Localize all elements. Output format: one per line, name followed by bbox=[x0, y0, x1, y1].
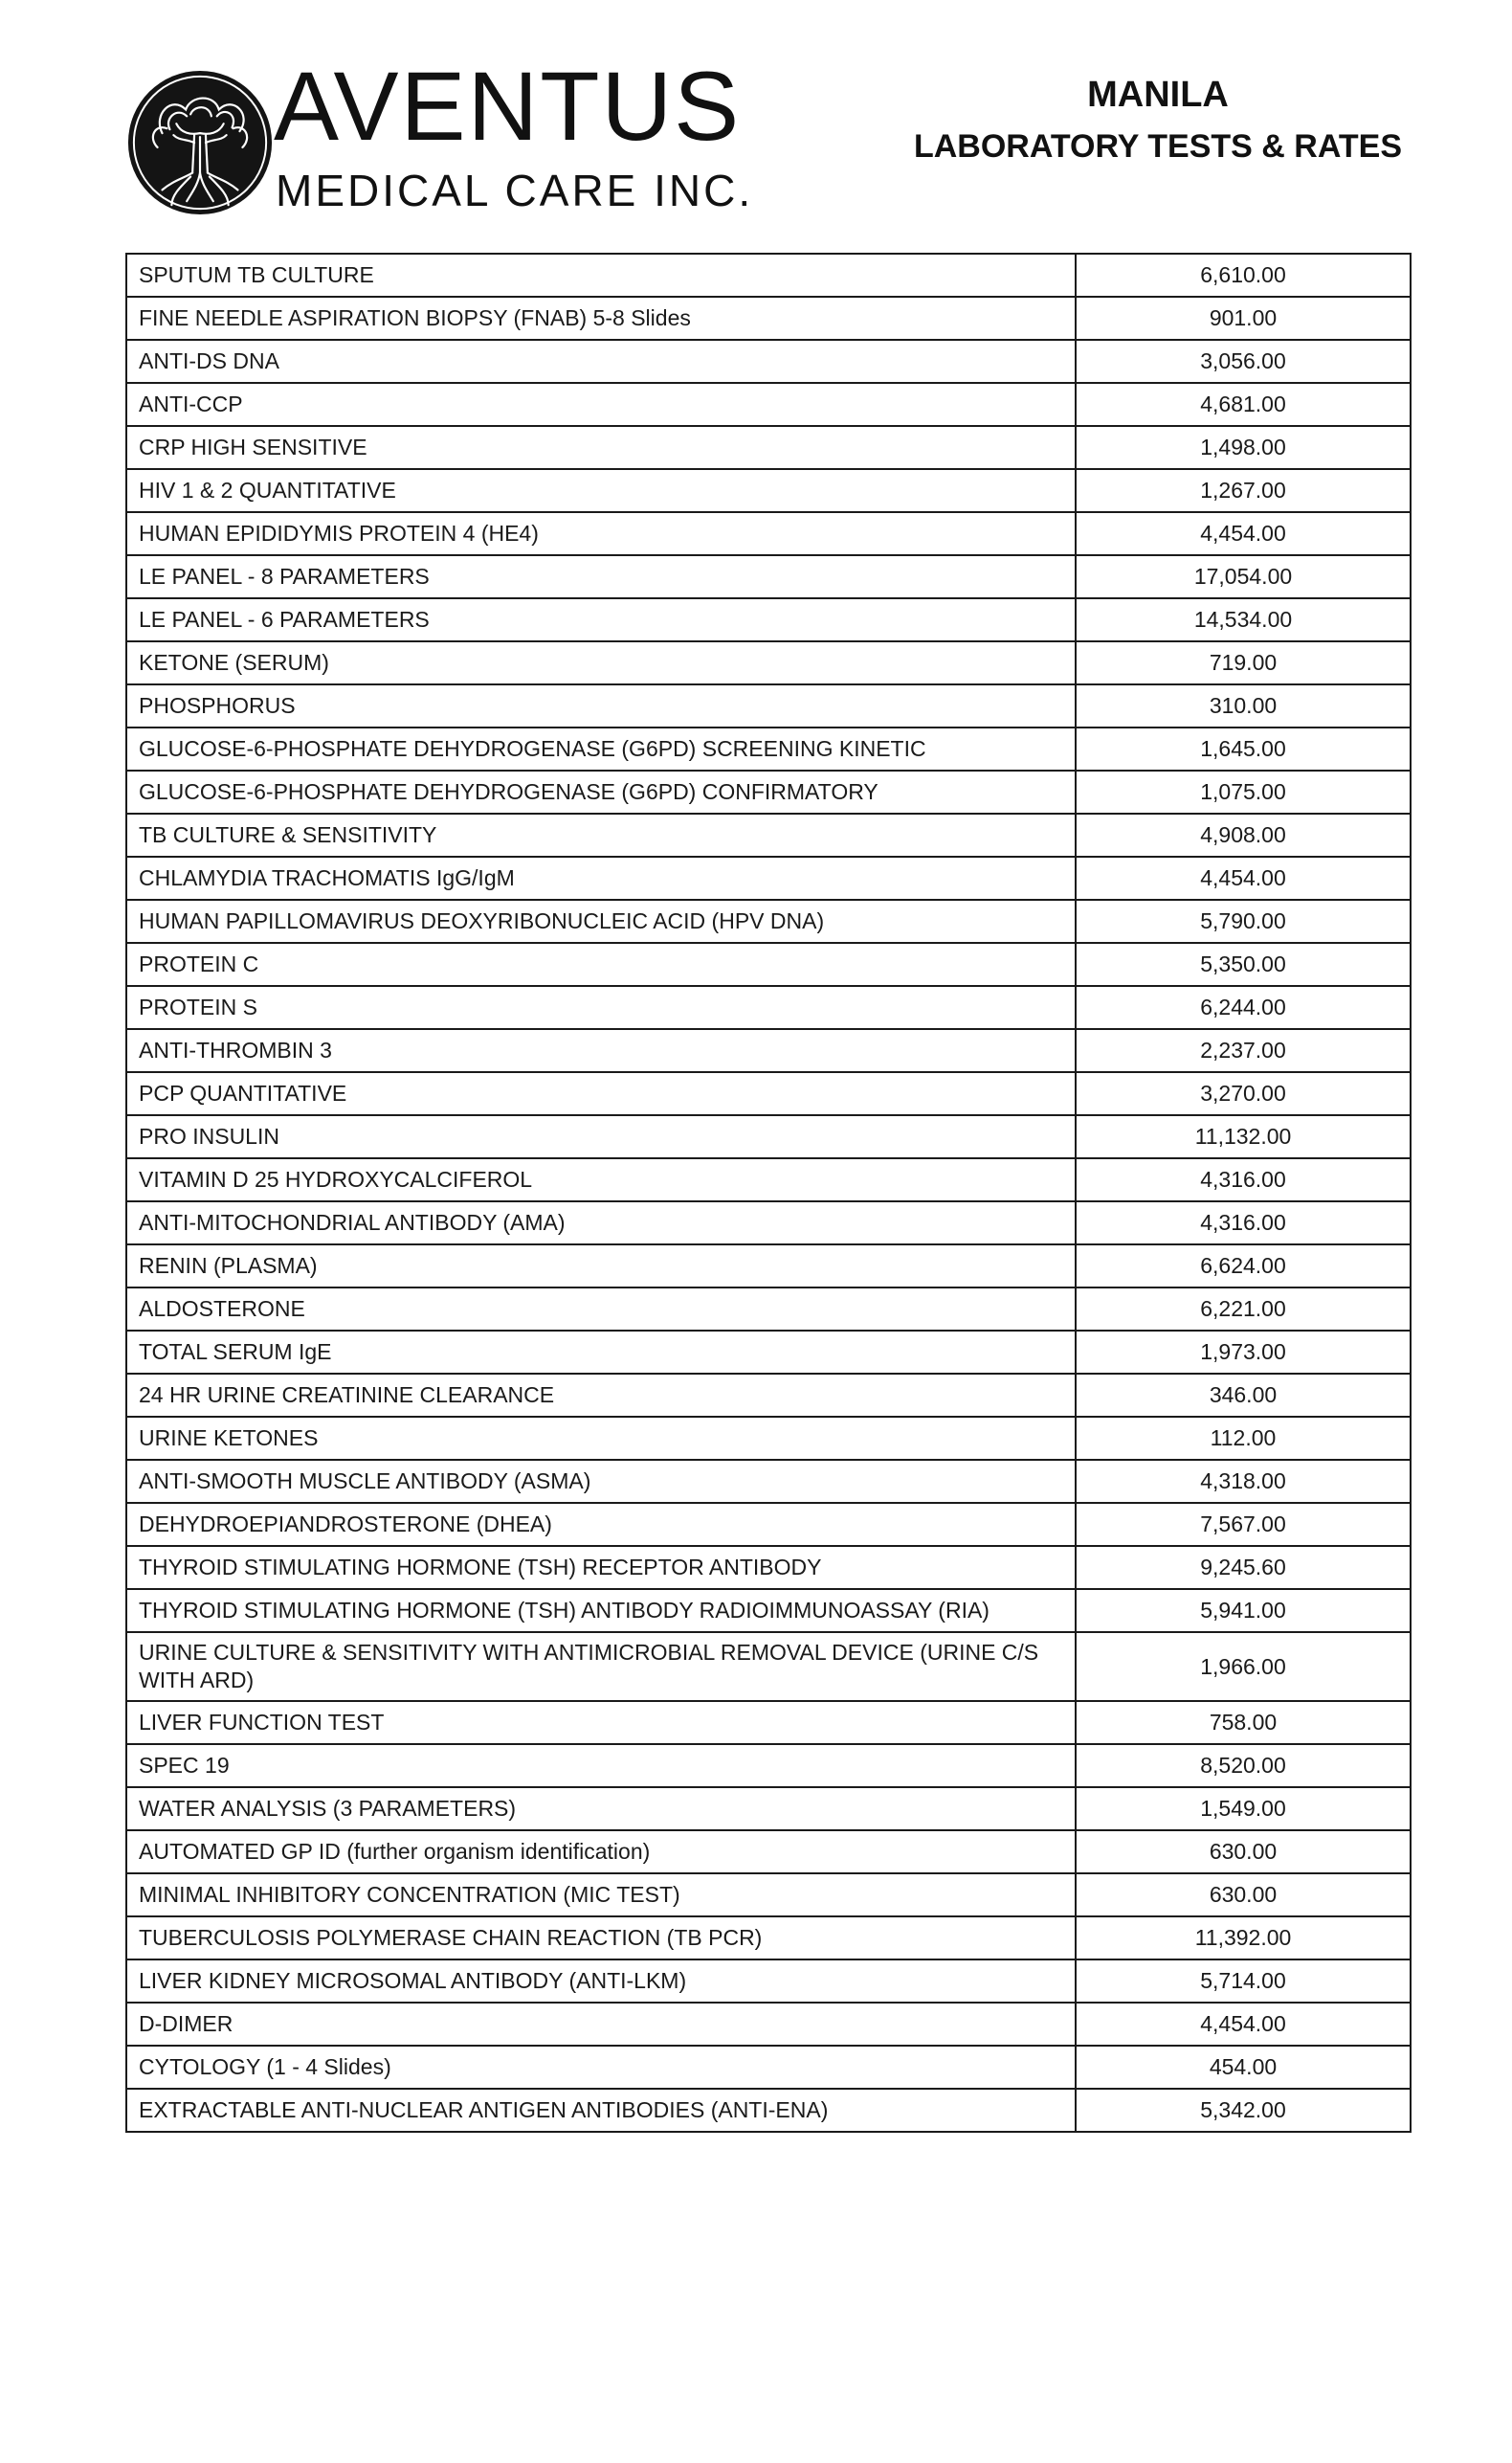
test-price-cell: 11,392.00 bbox=[1076, 1916, 1411, 1959]
table-row bbox=[126, 1460, 1411, 1503]
test-price-cell: 4,681.00 bbox=[1076, 383, 1411, 426]
table-row bbox=[126, 512, 1411, 555]
table-row bbox=[126, 1701, 1411, 1744]
test-price-cell: 4,316.00 bbox=[1076, 1201, 1411, 1244]
table-row bbox=[126, 1589, 1411, 1632]
table-row bbox=[126, 684, 1411, 728]
test-price-cell: 4,316.00 bbox=[1076, 1158, 1411, 1201]
page-title: LABORATORY TESTS & RATES bbox=[913, 128, 1403, 165]
test-price-cell: 1,973.00 bbox=[1076, 1331, 1411, 1374]
table-row bbox=[126, 814, 1411, 857]
test-price-cell: 7,567.00 bbox=[1076, 1503, 1411, 1546]
table-row bbox=[126, 1417, 1411, 1460]
test-name-cell: THYROID STIMULATING HORMONE (TSH) RECEPTOR ANTIBODY bbox=[126, 1546, 1076, 1589]
table-row bbox=[126, 728, 1411, 771]
table-row bbox=[126, 1374, 1411, 1417]
test-price-cell: 1,645.00 bbox=[1076, 728, 1411, 771]
brand-tagline: MEDICAL CARE INC. bbox=[276, 166, 754, 215]
table-row bbox=[126, 1201, 1411, 1244]
test-name-cell: GLUCOSE-6-PHOSPHATE DEHYDROGENASE (G6PD) CONFIRMATORY bbox=[126, 771, 1076, 814]
test-name-cell: KETONE (SERUM) bbox=[126, 641, 1076, 684]
test-name-cell: D-DIMER bbox=[126, 2003, 1076, 2046]
table-row bbox=[126, 1331, 1411, 1374]
test-price-cell: 758.00 bbox=[1076, 1701, 1411, 1744]
test-price-cell: 719.00 bbox=[1076, 641, 1411, 684]
test-name-cell: TOTAL SERUM IgE bbox=[126, 1331, 1076, 1374]
table-row bbox=[126, 986, 1411, 1029]
table-row bbox=[126, 2003, 1411, 2046]
test-name-cell: TB CULTURE & SENSITIVITY bbox=[126, 814, 1076, 857]
test-name-cell: PCP QUANTITATIVE bbox=[126, 1072, 1076, 1115]
test-price-cell: 6,624.00 bbox=[1076, 1244, 1411, 1287]
test-price-cell: 5,941.00 bbox=[1076, 1589, 1411, 1632]
table-row bbox=[126, 1072, 1411, 1115]
test-name-cell: CRP HIGH SENSITIVE bbox=[126, 426, 1076, 469]
test-price-cell: 11,132.00 bbox=[1076, 1115, 1411, 1158]
test-name-cell: PROTEIN S bbox=[126, 986, 1076, 1029]
test-price-cell: 630.00 bbox=[1076, 1830, 1411, 1873]
test-price-cell: 4,454.00 bbox=[1076, 2003, 1411, 2046]
test-price-cell: 4,318.00 bbox=[1076, 1460, 1411, 1503]
test-name-cell: CYTOLOGY (1 - 4 Slides) bbox=[126, 2046, 1076, 2089]
test-name-cell: 24 HR URINE CREATININE CLEARANCE bbox=[126, 1374, 1076, 1417]
table-row bbox=[126, 1744, 1411, 1787]
test-name-cell: VITAMIN D 25 HYDROXYCALCIFEROL bbox=[126, 1158, 1076, 1201]
test-name-cell: HUMAN EPIDIDYMIS PROTEIN 4 (HE4) bbox=[126, 512, 1076, 555]
test-name-cell: URINE KETONES bbox=[126, 1417, 1076, 1460]
table-row bbox=[126, 1287, 1411, 1331]
test-price-cell: 5,350.00 bbox=[1076, 943, 1411, 986]
test-price-cell: 6,221.00 bbox=[1076, 1287, 1411, 1331]
test-price-cell: 14,534.00 bbox=[1076, 598, 1411, 641]
test-name-cell: AUTOMATED GP ID (further organism identification) bbox=[126, 1830, 1076, 1873]
test-name-cell: LE PANEL - 8 PARAMETERS bbox=[126, 555, 1076, 598]
test-name-cell: FINE NEEDLE ASPIRATION BIOPSY (FNAB) 5-8 Slides bbox=[126, 297, 1076, 340]
table-row bbox=[126, 426, 1411, 469]
test-price-cell: 9,245.60 bbox=[1076, 1546, 1411, 1589]
test-price-cell: 2,237.00 bbox=[1076, 1029, 1411, 1072]
test-price-cell: 630.00 bbox=[1076, 1873, 1411, 1916]
test-price-cell: 310.00 bbox=[1076, 684, 1411, 728]
test-name-cell: EXTRACTABLE ANTI-NUCLEAR ANTIGEN ANTIBODIES (ANTI-ENA) bbox=[126, 2089, 1076, 2132]
test-name-cell: URINE CULTURE & SENSITIVITY WITH ANTIMICROBIAL REMOVAL DEVICE (URINE C/S WITH ARD) bbox=[126, 1632, 1076, 1701]
table-row bbox=[126, 943, 1411, 986]
table-row bbox=[126, 1787, 1411, 1830]
test-price-cell: 4,454.00 bbox=[1076, 512, 1411, 555]
test-name-cell: HIV 1 & 2 QUANTITATIVE bbox=[126, 469, 1076, 512]
test-price-cell: 4,908.00 bbox=[1076, 814, 1411, 857]
table-row bbox=[126, 1158, 1411, 1201]
test-price-cell: 5,342.00 bbox=[1076, 2089, 1411, 2132]
test-name-cell: THYROID STIMULATING HORMONE (TSH) ANTIBODY RADIOIMMUNOASSAY (RIA) bbox=[126, 1589, 1076, 1632]
rates-table-container bbox=[125, 253, 1412, 2133]
test-price-cell: 112.00 bbox=[1076, 1417, 1411, 1460]
test-name-cell: RENIN (PLASMA) bbox=[126, 1244, 1076, 1287]
table-row bbox=[126, 1546, 1411, 1589]
test-price-cell: 3,270.00 bbox=[1076, 1072, 1411, 1115]
test-price-cell: 17,054.00 bbox=[1076, 555, 1411, 598]
test-price-cell: 901.00 bbox=[1076, 297, 1411, 340]
table-row bbox=[126, 555, 1411, 598]
test-name-cell: LIVER KIDNEY MICROSOMAL ANTIBODY (ANTI-LKM) bbox=[126, 1959, 1076, 2003]
rates-table-body bbox=[126, 254, 1411, 2132]
test-price-cell: 1,267.00 bbox=[1076, 469, 1411, 512]
test-name-cell: LE PANEL - 6 PARAMETERS bbox=[126, 598, 1076, 641]
test-name-cell: PRO INSULIN bbox=[126, 1115, 1076, 1158]
test-name-cell: PROTEIN C bbox=[126, 943, 1076, 986]
test-price-cell: 8,520.00 bbox=[1076, 1744, 1411, 1787]
test-name-cell: WATER ANALYSIS (3 PARAMETERS) bbox=[126, 1787, 1076, 1830]
test-name-cell: ANTI-THROMBIN 3 bbox=[126, 1029, 1076, 1072]
table-row bbox=[126, 1029, 1411, 1072]
test-price-cell: 6,244.00 bbox=[1076, 986, 1411, 1029]
test-name-cell: TUBERCULOSIS POLYMERASE CHAIN REACTION (TB PCR) bbox=[126, 1916, 1076, 1959]
page-header bbox=[0, 0, 1512, 251]
test-name-cell: SPUTUM TB CULTURE bbox=[126, 254, 1076, 297]
test-name-cell: DEHYDROEPIANDROSTERONE (DHEA) bbox=[126, 1503, 1076, 1546]
table-row bbox=[126, 641, 1411, 684]
test-name-cell: CHLAMYDIA TRACHOMATIS IgG/IgM bbox=[126, 857, 1076, 900]
test-price-cell: 1,549.00 bbox=[1076, 1787, 1411, 1830]
table-row bbox=[126, 383, 1411, 426]
test-name-cell: HUMAN PAPILLOMAVIRUS DEOXYRIBONUCLEIC ACID (HPV DNA) bbox=[126, 900, 1076, 943]
table-row bbox=[126, 340, 1411, 383]
table-row bbox=[126, 900, 1411, 943]
table-row bbox=[126, 2046, 1411, 2089]
test-price-cell: 5,714.00 bbox=[1076, 1959, 1411, 2003]
test-price-cell: 6,610.00 bbox=[1076, 254, 1411, 297]
test-price-cell: 1,075.00 bbox=[1076, 771, 1411, 814]
test-name-cell: ANTI-CCP bbox=[126, 383, 1076, 426]
table-row bbox=[126, 2089, 1411, 2132]
table-row bbox=[126, 1115, 1411, 1158]
rates-table bbox=[125, 253, 1412, 2133]
test-price-cell: 4,454.00 bbox=[1076, 857, 1411, 900]
page-city: MANILA bbox=[1087, 75, 1229, 115]
table-row bbox=[126, 1873, 1411, 1916]
test-price-cell: 1,966.00 bbox=[1076, 1632, 1411, 1701]
test-name-cell: MINIMAL INHIBITORY CONCENTRATION (MIC TEST) bbox=[126, 1873, 1076, 1916]
table-row bbox=[126, 1503, 1411, 1546]
table-row bbox=[126, 254, 1411, 297]
test-price-cell: 3,056.00 bbox=[1076, 340, 1411, 383]
table-row bbox=[126, 1916, 1411, 1959]
table-row bbox=[126, 857, 1411, 900]
test-name-cell: ANTI-SMOOTH MUSCLE ANTIBODY (ASMA) bbox=[126, 1460, 1076, 1503]
table-row bbox=[126, 1830, 1411, 1873]
test-price-cell: 5,790.00 bbox=[1076, 900, 1411, 943]
test-name-cell: SPEC 19 bbox=[126, 1744, 1076, 1787]
table-row bbox=[126, 1632, 1411, 1701]
table-row bbox=[126, 1244, 1411, 1287]
test-name-cell: PHOSPHORUS bbox=[126, 684, 1076, 728]
table-row bbox=[126, 771, 1411, 814]
test-name-cell: ANTI-MITOCHONDRIAL ANTIBODY (AMA) bbox=[126, 1201, 1076, 1244]
test-name-cell: LIVER FUNCTION TEST bbox=[126, 1701, 1076, 1744]
table-row bbox=[126, 1959, 1411, 2003]
test-name-cell: GLUCOSE-6-PHOSPHATE DEHYDROGENASE (G6PD) SCREENING KINETIC bbox=[126, 728, 1076, 771]
brand-name: AVENTUS bbox=[274, 52, 742, 161]
tree-of-life-icon bbox=[124, 67, 276, 218]
test-name-cell: ANTI-DS DNA bbox=[126, 340, 1076, 383]
test-price-cell: 1,498.00 bbox=[1076, 426, 1411, 469]
test-price-cell: 346.00 bbox=[1076, 1374, 1411, 1417]
test-name-cell: ALDOSTERONE bbox=[126, 1287, 1076, 1331]
table-row bbox=[126, 598, 1411, 641]
table-row bbox=[126, 297, 1411, 340]
table-row bbox=[126, 469, 1411, 512]
test-price-cell: 454.00 bbox=[1076, 2046, 1411, 2089]
